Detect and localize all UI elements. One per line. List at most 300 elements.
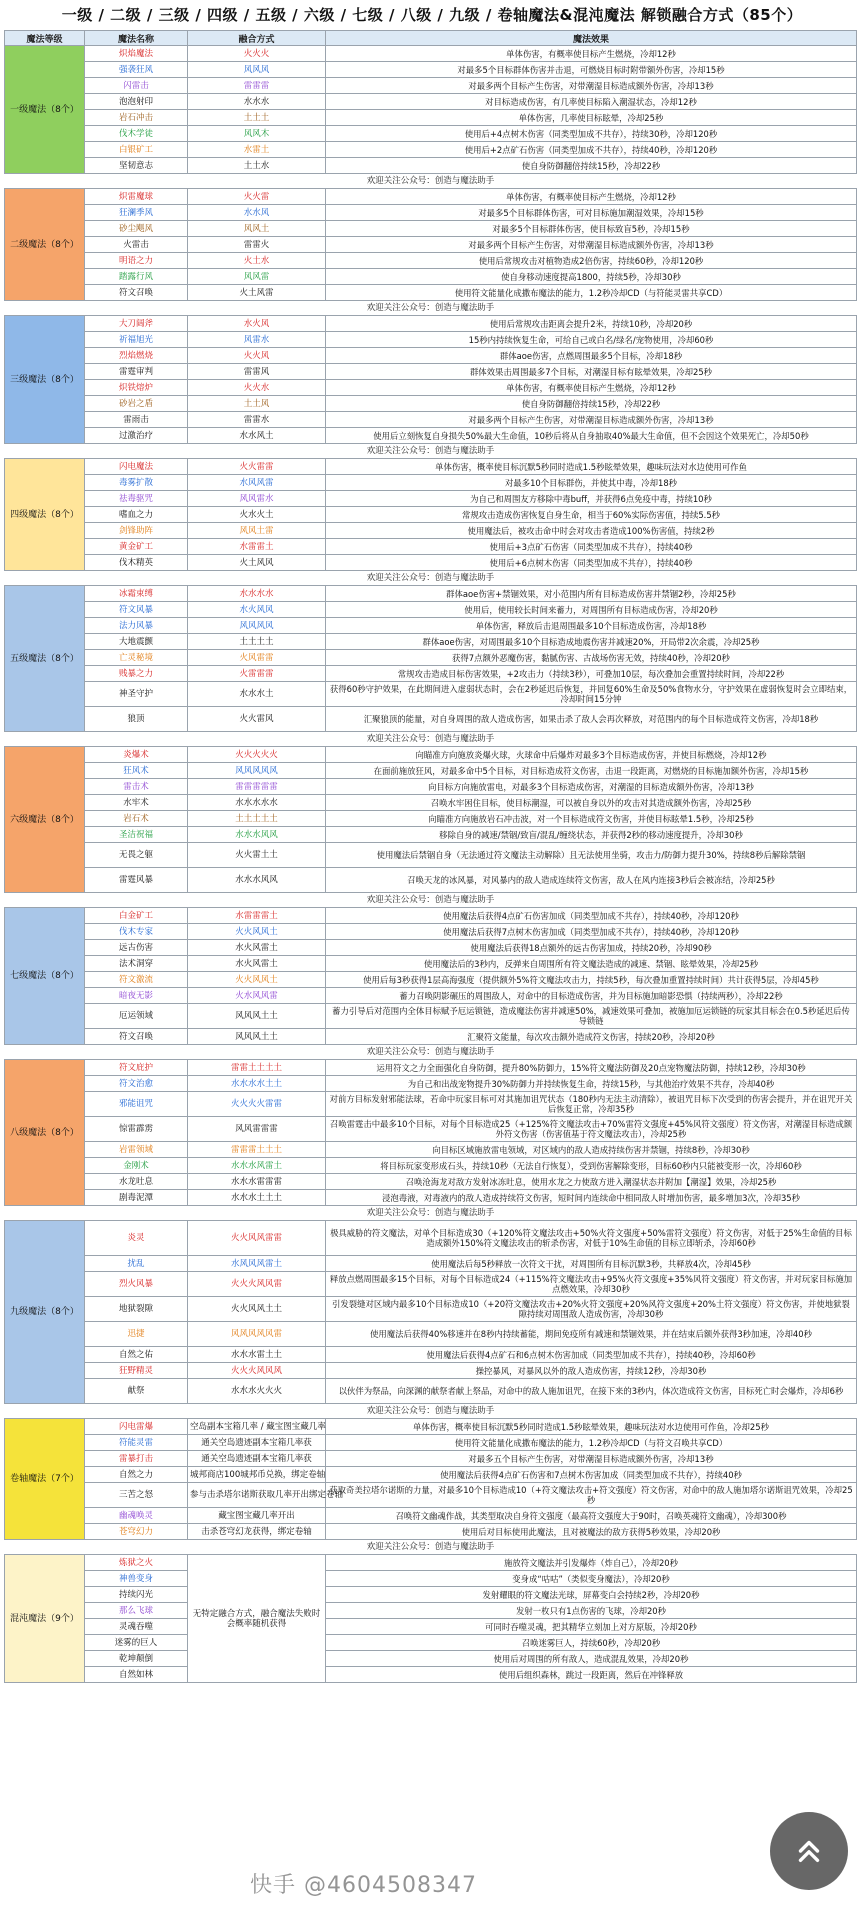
fusion-method: 风风风风风 [188, 763, 326, 779]
magic-effect: 群体效果击周围最多7个目标，对潮湿目标有眩晕效果，冷却25秒 [326, 364, 857, 380]
fusion-method: 风风雷 [188, 269, 326, 285]
double-chevron-up-icon [792, 1834, 826, 1868]
table-row [5, 1174, 857, 1190]
magic-effect: 使用后+2点矿石伤害（同类型加成不共存），持续40秒，冷却120秒 [326, 142, 857, 158]
table-row [5, 1092, 857, 1117]
fusion-method: 火土风风 [188, 555, 326, 571]
table-row [5, 586, 857, 602]
magic-effect: 对最多5个目标群体伤害，可对目标施加潮湿效果，冷却15秒 [326, 205, 857, 221]
magic-name: 迅捷 [85, 1322, 188, 1347]
notice-row [5, 444, 857, 459]
magic-name: 狂风术 [85, 763, 188, 779]
table-row [5, 237, 857, 253]
fusion-method: 水水风土 [188, 428, 326, 444]
notice-row [5, 1540, 857, 1555]
magic-effect: 使用魔法后的3秒内，反弹来自周围所有符文魔法造成的减速、禁锢、眩晕效果，冷却25秒 [326, 956, 857, 972]
table-row [5, 779, 857, 795]
table-row [5, 205, 857, 221]
magic-effect: 变身成“咕咕”（类似变身魔法），冷却20秒 [326, 1571, 857, 1587]
fusion-method: 风风木 [188, 126, 326, 142]
magic-name: 贱暴之力 [85, 666, 188, 682]
fusion-method: 雷雷雷雷雷 [188, 779, 326, 795]
table-row [5, 332, 857, 348]
table-row [5, 795, 857, 811]
fusion-method: 雷雷雷 [188, 78, 326, 94]
fusion-method: 风风风土土 [188, 1004, 326, 1029]
magic-name: 圣洁祝福 [85, 827, 188, 843]
magic-name: 炎爆术 [85, 747, 188, 763]
magic-name: 岩石冲击 [85, 110, 188, 126]
fusion-method: 水水水水土土 [188, 1076, 326, 1092]
table-row [5, 924, 857, 940]
table-row [5, 46, 857, 62]
magic-name: 大地震颤 [85, 634, 188, 650]
magic-name: 狼顶 [85, 707, 188, 732]
fusion-method: 水水水火火火 [188, 1379, 326, 1404]
notice-text: 欢迎关注公众号：创造与魔法助手 [5, 571, 857, 586]
notice-row [5, 893, 857, 908]
tier-label: 八级魔法（8个） [5, 1060, 85, 1206]
magic-name: 炽铁熔炉 [85, 380, 188, 396]
magic-name: 水龙吐息 [85, 1174, 188, 1190]
magic-name: 符文风暴 [85, 602, 188, 618]
fusion-method: 风风风 [188, 62, 326, 78]
tier-label: 四级魔法（8个） [5, 459, 85, 571]
table-row [5, 364, 857, 380]
fusion-method: 水雷雷雷土 [188, 908, 326, 924]
fusion-method: 水水水雷土土 [188, 1347, 326, 1363]
fusion-method: 火火火风风雷 [188, 1272, 326, 1297]
header-tier: 魔法等级 [5, 31, 85, 46]
magic-name: 神兽变身 [85, 1571, 188, 1587]
magic-name: 远古伤害 [85, 940, 188, 956]
fusion-method: 土土土土 [188, 634, 326, 650]
magic-name: 自然之力 [85, 1467, 188, 1483]
magic-effect: 对最多5个目标群体伤害，使目标致盲5秒，冷却15秒 [326, 221, 857, 237]
magic-effect: 使用后+3点矿石伤害（同类型加成不共存），持续40秒 [326, 539, 857, 555]
magic-name: 水牢术 [85, 795, 188, 811]
tier-label: 卷轴魔法（7个） [5, 1419, 85, 1540]
fusion-method: 水水水水水 [188, 795, 326, 811]
magic-effect: 使用后常规攻击对植物造成2倍伤害，持续60秒，冷却120秒 [326, 253, 857, 269]
magic-table-container [4, 30, 856, 1683]
table-row [5, 316, 857, 332]
fusion-method: 火水火土 [188, 507, 326, 523]
table-row [5, 763, 857, 779]
notice-row [5, 1045, 857, 1060]
magic-effect: 汇聚符文能量，每次攻击额外造成符文伤害，持续20秒，冷却20秒 [326, 1029, 857, 1045]
magic-effect: 浸泡毒液，对毒液内的敌人造成持续符文伤害，短时间内连续命中相同敌人时增加伤害，最多增加3次，冷却35秒 [326, 1190, 857, 1206]
magic-name: 闪电魔法 [85, 459, 188, 475]
fusion-method: 风风雷雷雷 [188, 1117, 326, 1142]
table-row [5, 78, 857, 94]
magic-effect: 获得7点额外恶魔伤害，黏腻伤害、古战场伤害无效，持续40秒，冷却20秒 [326, 650, 857, 666]
magic-effect: 获取奇美拉塔尔诺斯的力量，对最多10个目标造成10（+符文魔法攻击+符文强度）符文伤害，对命中的敌人施加塔尔诺斯诅咒效果，冷却25秒 [326, 1483, 857, 1508]
magic-effect: 操控暴风，对暴风以外的敌人造成伤害，持续12秒，冷却30秒 [326, 1363, 857, 1379]
fusion-method: 火火雷雷 [188, 459, 326, 475]
table-row [5, 555, 857, 571]
magic-effect: 使用后立刻恢复自身损失50%最大生命值，10秒后将从自身抽取40%最大生命值，但不会因这个效果死亡，冷却50秒 [326, 428, 857, 444]
magic-effect: 召唤迷雾巨人，持续60秒，冷却20秒 [326, 1635, 857, 1651]
table-row [5, 868, 857, 893]
table-row [5, 221, 857, 237]
table-row [5, 650, 857, 666]
notice-text: 欢迎关注公众号：创造与魔法助手 [5, 1045, 857, 1060]
magic-effect: 使用魔法后获得4点矿石和6点树木伤害加成（同类型加成不共存），持续40秒，冷却60秒 [326, 1347, 857, 1363]
magic-effect: 使用后组织森林，跳过一段距离，然后在冲锋释放 [326, 1667, 857, 1683]
fusion-method: 参与击杀塔尔诺斯获取几率开出绑定卷轴 [188, 1483, 326, 1508]
table-row [5, 110, 857, 126]
notice-row [5, 571, 857, 586]
magic-name: 剑锋助阵 [85, 523, 188, 539]
fusion-method: 火火雷风 [188, 707, 326, 732]
magic-name: 狂野精灵 [85, 1363, 188, 1379]
fusion-method: 土土土 [188, 110, 326, 126]
tier-label: 一级魔法（8个） [5, 46, 85, 174]
table-row [5, 1571, 857, 1587]
magic-effect: 为自己和周围友方移除中毒buff，并获得6点免疫中毒，持续10秒 [326, 491, 857, 507]
magic-effect: 常规攻击造成伤害恢复自身生命，相当于60%实际伤害值，持续5.5秒 [326, 507, 857, 523]
magic-effect: 对前方目标发射邪能法球，若命中玩家目标可对其施加诅咒状态（180秒内无法主动清除），被诅咒目标下次受到的伤害会提升，并在诅咒开关后恢复正常，冷却35秒 [326, 1092, 857, 1117]
fusion-method: 藏宝图宝藏几率开出 [188, 1508, 326, 1524]
notice-row [5, 1206, 857, 1221]
table-row [5, 988, 857, 1004]
fusion-method: 风风风风风雷 [188, 1322, 326, 1347]
notice-text: 欢迎关注公众号：创造与魔法助手 [5, 301, 857, 316]
magic-name: 符文召唤 [85, 285, 188, 301]
fusion-method: 水雷雷土 [188, 539, 326, 555]
table-row [5, 1190, 857, 1206]
magic-name: 雷雨击 [85, 412, 188, 428]
magic-name: 强袭狂风 [85, 62, 188, 78]
magic-effect: 在面前施放狂风，对最多命中5个目标，对目标造成符文伤害，击退一段距离，对燃烧的目标施加额外伤害，冷却15秒 [326, 763, 857, 779]
notice-row [5, 174, 857, 189]
magic-name: 持续闪光 [85, 1587, 188, 1603]
magic-effect: 向瞄准方向施放岩石冲击波，对一个目标造成符文伤害，并使目标眩晕1.5秒，冷却25秒 [326, 811, 857, 827]
table-row [5, 523, 857, 539]
table-row [5, 126, 857, 142]
watermark: 快手 @4604508347 [250, 1873, 477, 1898]
magic-name: 灵魂吞噬 [85, 1619, 188, 1635]
table-row [5, 412, 857, 428]
fusion-method: 土土土土土 [188, 811, 326, 827]
table-row [5, 475, 857, 491]
magic-name: 雷霆审判 [85, 364, 188, 380]
magic-name: 符文召唤 [85, 1029, 188, 1045]
magic-name: 雷霆风暴 [85, 868, 188, 893]
fusion-method: 水水水风风 [188, 868, 326, 893]
table-row [5, 1272, 857, 1297]
notice-row [5, 732, 857, 747]
table-row [5, 1158, 857, 1174]
magic-effect: 使用符文能量化成撒布魔法的能力，1.2秒冷却CD（与符文召唤共享CD） [326, 1435, 857, 1451]
table-row [5, 1603, 857, 1619]
magic-effect: 使用后+6点树木伤害（同类型加成不共存），持续40秒 [326, 555, 857, 571]
magic-name: 无畏之躯 [85, 843, 188, 868]
fusion-method: 雷雷水 [188, 412, 326, 428]
table-row [5, 1435, 857, 1451]
magic-name: 邪能诅咒 [85, 1092, 188, 1117]
table-row [5, 253, 857, 269]
magic-effect: 发射耀眼的符文魔法光球，屏幕变白会持续2秒，冷却20秒 [326, 1587, 857, 1603]
fusion-method: 风雷水 [188, 332, 326, 348]
magic-effect: 施放符文魔法并引发爆炸（炸自己），冷却20秒 [326, 1555, 857, 1571]
fusion-method: 水雷土 [188, 142, 326, 158]
magic-effect: 向目标区域施放雷电领域，对区域内的敌人造成持续伤害并禁锢，持续8秒，冷却30秒 [326, 1142, 857, 1158]
table-row [5, 269, 857, 285]
fusion-method: 土土风 [188, 396, 326, 412]
fusion-method: 火火火火雷雷 [188, 1092, 326, 1117]
table-row [5, 747, 857, 763]
table-row [5, 1142, 857, 1158]
fusion-method: 通关空岛遗迹副本宝箱几率获 [188, 1451, 326, 1467]
magic-effect: 使自身移动速度提高1800，持续5秒，冷却30秒 [326, 269, 857, 285]
magic-name: 幽魂唤灵 [85, 1508, 188, 1524]
magic-table [4, 30, 857, 1683]
table-row [5, 1419, 857, 1435]
magic-effect: 使用魔法后禁锢自身（无法通过符文魔法主动解除）且无法使用坐骑，攻击力/防御力提升30%，持续8秒后解除禁锢 [326, 843, 857, 868]
magic-name: 厄运领域 [85, 1004, 188, 1029]
magic-effect: 单体伤害，有概率使目标产生燃烧，冷却12秒 [326, 380, 857, 396]
table-row [5, 459, 857, 475]
fusion-method: 水风风雷 [188, 475, 326, 491]
magic-effect: 常规攻击造成目标伤害效果，+2攻击力（持续3秒），可叠加10层，每次叠加会重置持续时间，冷却22秒 [326, 666, 857, 682]
magic-effect: 召唤沧海龙对敌方发射冰冻吐息，使用水龙之力使敌方进入潮湿状态并附加【潮湿】效果，冷却25秒 [326, 1174, 857, 1190]
fusion-method: 火火火火火 [188, 747, 326, 763]
table-row [5, 908, 857, 924]
magic-name: 伐木学徒 [85, 126, 188, 142]
magic-name: 闪雷击 [85, 78, 188, 94]
magic-effect: 使用后常规攻击距离会提升2米，持续10秒，冷却20秒 [326, 316, 857, 332]
fusion-method: 水风风风雷土 [188, 1256, 326, 1272]
magic-effect: 发射一枚只有1点伤害的飞球，冷却20秒 [326, 1603, 857, 1619]
fusion-method: 火火雷土土 [188, 843, 326, 868]
fusion-method: 水水水 [188, 94, 326, 110]
magic-effect: 使用魔法后获得4点矿石伤害加成（同类型加成不共存），持续40秒，冷却120秒 [326, 908, 857, 924]
magic-effect: 对最多五个目标产生伤害，对带潮湿目标造成额外伤害，冷却13秒 [326, 1451, 857, 1467]
magic-effect: 释放点燃周围最多15个目标，对每个目标造成24（+115%符文魔法攻击+95%火符文强度+35%风符文强度）符文伤害，并对玩家目标施加点燃效果，冷却30秒 [326, 1272, 857, 1297]
magic-name: 白银矿工 [85, 142, 188, 158]
notice-text: 欢迎关注公众号：创造与魔法助手 [5, 444, 857, 459]
table-header-row [5, 31, 857, 46]
table-row [5, 1076, 857, 1092]
fusion-method: 火土风雷 [188, 285, 326, 301]
magic-name: 泡泡射印 [85, 94, 188, 110]
magic-effect: 对最多10个目标群伤，并使其中毒，冷却18秒 [326, 475, 857, 491]
magic-name: 扰乱 [85, 1256, 188, 1272]
magic-effect: 使用后每3秒获得1层高海强度（提供额外5%符文魔法攻击力，持续5秒，每次叠加重置持续时间）共计获得5层，冷却45秒 [326, 972, 857, 988]
magic-effect: 使用魔法后获得18点额外的远古伤害加成，持续20秒，冷却90秒 [326, 940, 857, 956]
table-row [5, 428, 857, 444]
tier-label: 五级魔法（8个） [5, 586, 85, 732]
magic-name: 狂澜季风 [85, 205, 188, 221]
magic-effect: 使自身防御翻倍持续15秒，冷却22秒 [326, 158, 857, 174]
fusion-method: 无特定融合方式，融合魔法失败时会概率随机获得 [188, 1555, 326, 1683]
magic-effect: 群体aoe伤害，点燃周围最多5个目标，冷却18秒 [326, 348, 857, 364]
fusion-method: 水水水雷雷雷 [188, 1174, 326, 1190]
table-row [5, 843, 857, 868]
magic-effect: 使用符文能量化成撒布魔法的能力，1.2秒冷却CD（与符能灵雷共享CD） [326, 285, 857, 301]
magic-name: 坚韧意志 [85, 158, 188, 174]
magic-effect: 使自身防御翻倍持续15秒，冷却22秒 [326, 396, 857, 412]
table-row [5, 158, 857, 174]
magic-effect: 单体伤害，概率使目标沉默5秒同时造成1.5秒眩晕效果，趣味玩法对水边使用可作鱼 [326, 459, 857, 475]
magic-effect: 以伙伴为祭品，向深渊的献祭者献上祭品，对命中的敌人施加诅咒，在接下来的3秒内，体次造成符文伤害，目标死亡时会爆炸，冷却6秒 [326, 1379, 857, 1404]
magic-effect: 引发裂缝对区域内最多10个目标造成10（+20符文魔法攻击+20%火符文强度+20%风符文强度+20%土符文强度）符文伤害，并使地狱裂隙持续对周围敌人造成伤害，冷却30秒 [326, 1297, 857, 1322]
magic-name: 大刀阔斧 [85, 316, 188, 332]
table-row [5, 348, 857, 364]
fusion-method: 火火风风土土 [188, 1297, 326, 1322]
fusion-method: 水火风风 [188, 602, 326, 618]
magic-effect: 召唤符文幽魂作战，其类型取决自身符文强度（最高符文强度大于90时，召唤英魂符文幽魂），冷却300秒 [326, 1508, 857, 1524]
table-row [5, 827, 857, 843]
table-row [5, 682, 857, 707]
magic-name: 苍穹幻力 [85, 1524, 188, 1540]
magic-effect: 为自己和出战宠物提升30%防御力并持续恢复生命，持续15秒，与其他治疗效果不共存，冷却40秒 [326, 1076, 857, 1092]
fusion-method: 风风风风 [188, 618, 326, 634]
fusion-method: 火雷雷雷 [188, 666, 326, 682]
fusion-method: 火火风风土 [188, 924, 326, 940]
magic-name: 嗜血之力 [85, 507, 188, 523]
fusion-method: 通关空岛遗迹副本宝箱几率获 [188, 1435, 326, 1451]
magic-name: 白金矿工 [85, 908, 188, 924]
magic-effect: 单体伤害，有概率使目标产生燃烧，冷却12秒 [326, 46, 857, 62]
magic-effect: 对最多5个目标群体伤害并击退，可燃烧目标时附带额外伤害，冷却15秒 [326, 62, 857, 78]
magic-name: 明语之力 [85, 253, 188, 269]
fusion-method: 水火风雷土 [188, 956, 326, 972]
table-row [5, 1029, 857, 1045]
notice-row [5, 1404, 857, 1419]
magic-name: 烈焰燃烧 [85, 348, 188, 364]
magic-effect: 群体aoe伤害，对周围最多10个目标造成地震伤害并减速20%，开局带2次余震，冷却25秒 [326, 634, 857, 650]
magic-effect: 蓄力召唤阴影碾压的周围敌人，对命中的目标造成伤害，并为目标施加暗影恐惧（持续两秒），冷却22秒 [326, 988, 857, 1004]
fusion-method: 空岛副本宝箱几率 / 藏宝图宝藏几率 [188, 1419, 326, 1435]
fusion-method: 水水水风风 [188, 827, 326, 843]
table-row [5, 1347, 857, 1363]
magic-effect: 蓄力引导后对范围内全体目标赋予厄运锁链，造成魔法伤害并减速50%，减速效果可叠加，被施加厄运锁链的玩家其目标会在0.5秒延迟后传导锁链 [326, 1004, 857, 1029]
table-row [5, 972, 857, 988]
table-row [5, 62, 857, 78]
fusion-method: 火水风风雷 [188, 988, 326, 1004]
fusion-method: 水水水水 [188, 586, 326, 602]
tier-label: 九级魔法（8个） [5, 1221, 85, 1404]
table-row [5, 539, 857, 555]
magic-name: 祈福旭光 [85, 332, 188, 348]
magic-name: 自然之佑 [85, 1347, 188, 1363]
fusion-method: 雷雷火 [188, 237, 326, 253]
magic-name: 踏露行风 [85, 269, 188, 285]
magic-effect: 使用后+4点树木伤害（同类型加成不共存），持续30秒，冷却120秒 [326, 126, 857, 142]
magic-name: 祛毒驱咒 [85, 491, 188, 507]
magic-effect: 对最多两个目标产生伤害，对带潮湿目标造成额外伤害，冷却13秒 [326, 78, 857, 94]
fusion-method: 风风雷水 [188, 491, 326, 507]
tier-label: 三级魔法（8个） [5, 316, 85, 444]
magic-name: 剧毒泥潭 [85, 1190, 188, 1206]
notice-row [5, 301, 857, 316]
header-effect: 魔法效果 [326, 31, 857, 46]
magic-name: 岩石术 [85, 811, 188, 827]
notice-text: 欢迎关注公众号：创造与魔法助手 [5, 1206, 857, 1221]
tier-label: 六级魔法（8个） [5, 747, 85, 893]
fusion-method: 击杀苍穹幻龙获得，绑定卷轴 [188, 1524, 326, 1540]
magic-effect: 对目标造成伤害，有几率使目标陷入潮湿状态，冷却12秒 [326, 94, 857, 110]
table-row [5, 491, 857, 507]
magic-name: 毒雾扩散 [85, 475, 188, 491]
magic-name: 自然如林 [85, 1667, 188, 1683]
magic-effect: 使用魔法后获得7点树木伤害加成（同类型加成不共存），持续40秒，冷却120秒 [326, 924, 857, 940]
fusion-method: 火火水 [188, 380, 326, 396]
magic-name: 地狱裂隙 [85, 1297, 188, 1322]
fusion-method: 城邦商店100城邦币兑换，绑定卷轴 [188, 1467, 326, 1483]
table-row [5, 94, 857, 110]
notice-text: 欢迎关注公众号：创造与魔法助手 [5, 174, 857, 189]
magic-name: 炼狱之火 [85, 1555, 188, 1571]
fusion-method: 风风风土土 [188, 1029, 326, 1045]
magic-name: 闪电雷爆 [85, 1419, 188, 1435]
magic-name: 乾坤颠倒 [85, 1651, 188, 1667]
table-row [5, 1651, 857, 1667]
magic-name: 伐木专家 [85, 924, 188, 940]
magic-name: 伐木精英 [85, 555, 188, 571]
fusion-method: 雷雷土土土土 [188, 1060, 326, 1076]
magic-name: 符文庇护 [85, 1060, 188, 1076]
magic-effect: 召唤雷霆击中最多10个目标，对每个目标造成25（+125%符文魔法攻击+70%雷符文强度+45%风符文强度）符文伤害，对潮湿目标造成额外符文伤害（伤害值基于符文魔法攻击），冷却25秒 [326, 1117, 857, 1142]
notice-text: 欢迎关注公众号：创造与魔法助手 [5, 1540, 857, 1555]
magic-effect: 对最多两个目标产生伤害，对带潮湿目标造成额外伤害，冷却13秒 [326, 237, 857, 253]
magic-name: 法术洞穿 [85, 956, 188, 972]
table-row [5, 1667, 857, 1683]
table-row [5, 707, 857, 732]
fusion-method: 水水水土 [188, 682, 326, 707]
magic-name: 黄金矿工 [85, 539, 188, 555]
magic-effect: 向瞄准方向施放炎爆火球，火球命中后爆炸对最多3个目标造成伤害，并使目标燃烧，冷却12秒 [326, 747, 857, 763]
magic-effect: 获得60秒守护效果，在此期间进入虚弱状态时，会在2秒延迟后恢复，并回复60%生命及50%食物水分，守护效果在虚弱恢复时会立即结束，冷却时间15分钟 [326, 682, 857, 707]
table-row [5, 666, 857, 682]
table-row [5, 1555, 857, 1571]
table-row [5, 1619, 857, 1635]
fusion-method: 火火火风风风 [188, 1363, 326, 1379]
table-row [5, 189, 857, 205]
scroll-to-top-button[interactable] [770, 1812, 848, 1890]
notice-text: 欢迎关注公众号：创造与魔法助手 [5, 893, 857, 908]
table-row [5, 1635, 857, 1651]
table-row [5, 1524, 857, 1540]
table-row [5, 1467, 857, 1483]
table-row [5, 1379, 857, 1404]
table-body [5, 46, 857, 1683]
magic-effect: 将目标玩家变形成石头，持续10秒（无法自行恢复），受到伤害解除变形，目标60秒内只能被变形一次，冷却60秒 [326, 1158, 857, 1174]
fusion-method: 火风雷雷 [188, 650, 326, 666]
magic-effect: 使用后对周围的所有敌人，造成混乱效果，冷却20秒 [326, 1651, 857, 1667]
notice-text: 欢迎关注公众号：创造与魔法助手 [5, 732, 857, 747]
magic-name: 符能灵雷 [85, 1435, 188, 1451]
table-row [5, 1363, 857, 1379]
table-row [5, 1322, 857, 1347]
magic-effect: 单体伤害，概率使目标沉默5秒同时造成1.5秒眩晕效果，趣味玩法对水边使用可作鱼，冷却25秒 [326, 1419, 857, 1435]
magic-name: 亡灵秘境 [85, 650, 188, 666]
magic-effect: 使用魔法后每5秒释放一次符文干扰，对周围所有目标沉默3秒，共释放4次，冷却45秒 [326, 1256, 857, 1272]
magic-effect: 使用后，使用较长时间来蓄力，对周围所有目标造成伤害，冷却20秒 [326, 602, 857, 618]
header-name: 魔法名称 [85, 31, 188, 46]
tier-label: 七级魔法（8个） [5, 908, 85, 1045]
magic-name: 砂尘飓风 [85, 221, 188, 237]
fusion-method: 雷雷风 [188, 364, 326, 380]
fusion-method: 水火风 [188, 316, 326, 332]
table-row [5, 602, 857, 618]
magic-effect: 15秒内持续恢复生命，可给自己或白名/绿名/宠物使用，冷却60秒 [326, 332, 857, 348]
table-row [5, 507, 857, 523]
magic-effect: 汇聚狼顶的能量，对自身周围的敌人造成伤害，如果击杀了敌人会再次释放，对范围内的每个目标造成符文伤害，冷却18秒 [326, 707, 857, 732]
